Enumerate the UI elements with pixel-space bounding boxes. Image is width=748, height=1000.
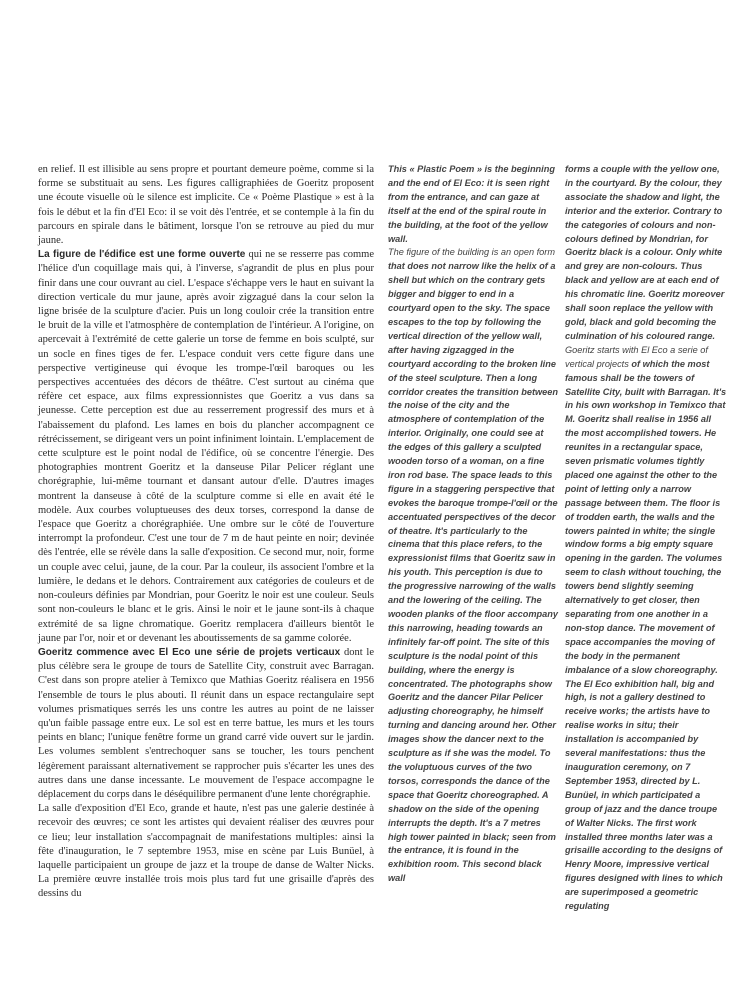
french-paragraph-2-lead: La figure de l'édifice est une forme ouverte — [38, 249, 246, 261]
english-left-paragraph-2-body: that does not narrow like the helix of a shell but which on the contrary gets bigger and bigger to end in a courtyard open to the sky. The space escapes to the top by following the vertical direction of the yellow wall, after having zigzagged in the courtyard according to the broken line of the steel sculpture. Then a long corridor creates the transition between the noise of the city and the atmosphere of contemplation of the interior. Originally, one could see at the edges of this gallery a sculpted wooden torso of a woman, on a fine iron rod base. The space leads to this figure in a staggering perspective that evokes the baroque trompe-l'œil or the accentuated perspectives of the decor of theatre. It's particularly to the cinema that this place refers, to the expressionist films that Goeritz saw in his youth. This perception is due to the progressive narrowing of the walls and the lowering of the ceiling. The wooden planks of the floor accompany this narrowing, heading towards an infinitely far-off point. The site of this sculpture is the nodal point of this building, where the energy is concentrated. The photographs show Goeritz and the dancer Pilar Pelicer adjusting choreography, he himself turning and dancing around her. Other images show the dancer next to the sculpture as if she was the model. To the voluptuous curves of the two torsos, corresponds the dance of the space that Goeritz choreographed. A shadow on the side of the opening interrupts the depth. It's a 7 metres high tower painted in black; seen from the entrance, it is found in the exhibition room. This second black wall — [388, 261, 559, 884]
french-text-column — [38, 163, 374, 902]
english-text-column-left — [388, 163, 558, 886]
french-paragraph-1: en relief. Il est illisible au sens propre et pourtant demeure poème, comme si la forme se substituait au sens. Les figures calligraphiées de Goeritz proposent une écoute visuelle où le silence est implicite. Ce « Poème Plastique » est à la fois le début et la fin d'El Eco: il se voit dès l'entrée, et se contemple à la fin du parcours en spirale dans le bâtiment, lorsque l'on se retrouve au pied du mur jaune. — [38, 164, 374, 247]
english-left-paragraph-1: This « Plastic Poem » is the beginning and the end of El Eco: it is seen right from the entrance, and can gaze at itself at the end of the spiral route in the building, at the foot of the yellow wall. — [388, 164, 555, 244]
english-text-column-right — [565, 163, 727, 914]
french-paragraph-4: La salle d'exposition d'El Eco, grande et haute, n'est pas une galerie destinée à recevoir des œuvres; ce sont les artistes qui devaient réaliser des œuvres pour ce lieu; leur installation s'accompagnait de manifestations multiples: ainsi la fête d'inauguration, le 7 septembre 1953, mise en scène par Luis Bunüel, à laquelle participaient un groupe de jazz et la troupe de danse de Walter Nicks. La première œuvre installée trois mois plus tard fut une grisaille d'après des dessins du — [38, 803, 374, 900]
french-paragraph-3-lead: Goeritz commence avec El Eco une série de projets verticaux — [38, 646, 341, 658]
french-paragraph-2 — [38, 248, 374, 646]
english-left-paragraph-2-lead: The figure of the building is an open form — [388, 247, 556, 258]
english-right-paragraph-2-body: of which the most famous shall be the towers of Satellite City, built with Barragan. It's in his own workshop in Temixco that M. Goeritz shall realise in 1956 all the most accomplished towers. He reunites in a rectangular space, seven prismatic volumes tightly placed one against the other to the point of letting only a narrow passage between them. The floor is of trodden earth, the walls and the towers painted in white; the single window forms a big empty square opening in the garden. The volumes seem to clash without touching, the towers bend slightly seeming alternatively to get closer, then separating from one another in a non-stop dance. The movement of space accompanies the moving of the body in the permanent imbalance of a slow choreography. — [565, 358, 727, 675]
french-paragraph-3-body: dont le plus célèbre sera le groupe de tours de Satellite City, construit avec Barragan. C'est dans son propre atelier à Temixco que Mathias Goeritz réalisera en 1956 l'ensemble de tours le plus abouti. Il réunit dans un espace rectangulaire sept volumes prismatiques serrés les uns contre les autres au point de ne laisser qu'un faible passage entre eux. Le sol est en terre battue, les murs et les tours peints en blanc; l'unique fenêtre forme un grand carré vide ouvert sur le jardin. Les volumes semblent s'entrechoquer sans se toucher, les tours penchent légèrement paraissant alternativement se rapprocher puis s'écarter les unes des autres dans une danse incessante. Le mouvement de l'espace accompagne le déplacement du corps dans le déséquilibre permanent d'une lente chorégraphie. — [38, 646, 374, 800]
english-right-paragraph-2 — [565, 344, 727, 678]
english-left-paragraph-2 — [388, 246, 558, 886]
english-right-paragraph-1: forms a couple with the yellow one, in the courtyard. By the colour, they associate the shadow and light, the interior and the exterior. Contrary to the categories of colours and non-colours defined by Mondrian, for Goeritz black is a colour. Only white and grey are non-colours. Thus black and yellow are at each end of his chromatic line. Goeritz moreover shall soon replace the yellow with gold, black and gold becoming the culmination of his coloured range. — [565, 164, 725, 341]
french-paragraph-3 — [38, 646, 374, 802]
english-right-paragraph-2-lead: Goeritz starts with El Eco a serie of vertical projects — [565, 344, 708, 369]
french-paragraph-2-body: qui ne se resserre pas comme l'hélice d'un coquillage mais qui, à l'inverse, s'agrandit de plus en plus pour finir dans une cour ouvrant au ciel. L'espace s'échappe vers le haut en suivant la direction verticale du mur jaune, après avoir zigzagué dans la cour selon la ligne brisée de la sculpture d'acier. Puis un long couloir crée la transition entre le bruit de la ville et l'atmosphère de contemplation de l'intérieur. A l'origine, on apercevait à l'extrémité de cette galerie un torse de femme en bois sculpté, sur un socle en fines tiges de fer. L'espace conduit vers cette figure dans une perspective vertigineuse qui évoque les trompe-l'œil baroques ou les perspectives accentuées des décors de théâtre. C'est surtout au cinéma que réfère cet espace, aux films expressionnistes que Goeritz a vus dans sa jeunesse. Cette perception est due au resserrement progressif des murs et à l'abaissement du plafond. Les lames en bois du plancher accompagnent ce rétrécissement, se dirigeant vers un point infiniment lointain. L'emplacement de cette sculpture est le point nodal de l'édifice, où se concentre l'énergie. Des photographies montrent Goeritz et la danseuse Pilar Pelicer réglant une chorégraphie, lui-même tournant et dansant autour d'elle. D'autres images montrent la danseuse à côté de la sculpture comme si elle en avait été le modèle. Aux courbes voluptueuses des deux torses, correspond la danse de l'espace que Goeritz a chorégraphiée. Une ombre sur le côté de l'ouverture interrompt la profondeur. C'est une tour de 7 m de haut peinte en noir; devinée dès l'entrée, elle se révèle dans la salle d'exposition. Ce second mur, noir, forme un couple avec celui, jaune, de la cour. Par la couleur, ils associent l'ombre et la lumière, le dedans et le dehors. Contrairement aux catégories de couleurs et de non-couleurs définies par Mondrian, pour Goeritz le noir est une couleur. Seuls sont non-couleurs le blanc et le gris. Ainsi le noir et le jaune sont-ils à chaque extrémité de sa ligne chromatique. Goeritz remplacera d'ailleurs bientôt le jaune par l'or, noir et or devenant les aboutissements de sa gamme colorée. — [38, 249, 374, 644]
english-right-paragraph-3: The El Eco exhibition hall, big and high, is not a gallery destined to receive works; the artists have to realise works in situ; their installation is accompanied by several manifestations: thus the inauguration ceremony, on 7 September 1953, directed by L. Bunüel, in which participated a group of jazz and the dance troupe of Walter Nicks. The first work installed three months later was a grisaille according to the designs of Henry Moore, impressive vertical figures designed with lines to which are superimposed a geometric regulating — [565, 678, 723, 912]
